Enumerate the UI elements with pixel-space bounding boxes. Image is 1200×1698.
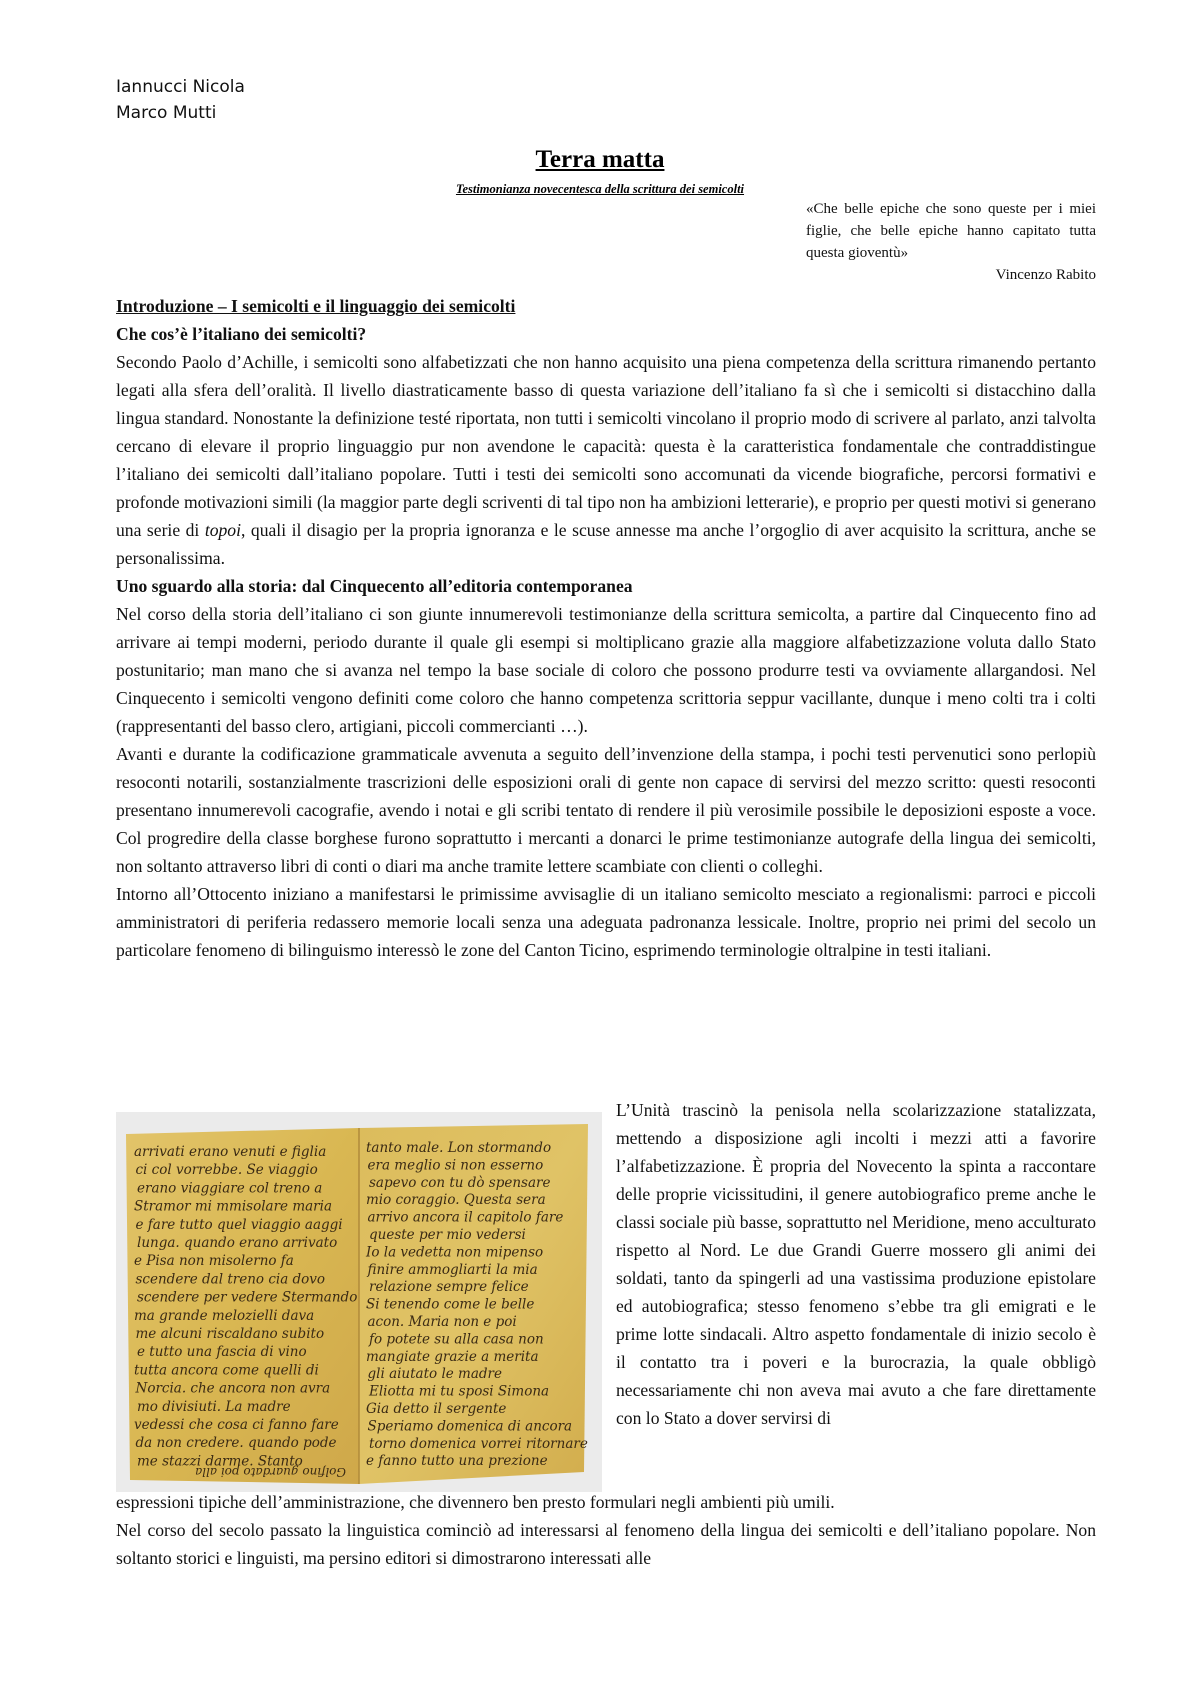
handwritten-line: mo divisiuti. La madre bbox=[137, 1398, 291, 1415]
letter-photo-svg bbox=[116, 1112, 602, 1492]
handwritten-line: tutta ancora come quelli di bbox=[134, 1362, 319, 1379]
handwritten-line: mio coraggio. Questa sera bbox=[366, 1192, 546, 1209]
italic-term: topoi bbox=[204, 520, 241, 540]
paragraph: Nel corso della storia dell’italiano ci son giunte innumerevoli testimonianze della scrittura semicolta, a partire dal Cinquecento fino ad arrivare ai tempi moderni, periodo durante il quale gli esempi si moltiplicano grazie alla maggiore alfabetizzazione voluta dallo Stato postunitario; man mano che si avanza nel tempo la base sociale di coloro che possono produrre testi va ovviamente allargandosi. Nel Cinquecento i semicolti vengono definiti come coloro che hanno competenza scrittoria seppur vacillante, dunque i meno colti tra i colti (rappresentanti del basso clero, artigiani, piccoli commercianti …). bbox=[116, 604, 1096, 736]
paragraph: Intorno all’Ottocento iniziano a manifestarsi le primissime avvisaglie di un italiano semicolto mesciato a regionalismi: parroci e piccoli amministratori di periferia redassero memorie locali senza una adeguata padronanza lessicale. Inoltre, proprio nei primi del secolo un particolare fenomeno di bilinguismo interessò le zone del Canton Ticino, esprimendo terminologie oltralpine in testi italiani. bbox=[116, 884, 1096, 960]
handwritten-line: sapevo con tu dò spensare bbox=[369, 1174, 551, 1191]
handwritten-line: e fare tutto quel viaggio aaggi bbox=[135, 1216, 343, 1233]
handwritten-line: relazione sempre felice bbox=[369, 1279, 529, 1296]
handwritten-line: arrivati erano venuti e figlia bbox=[134, 1144, 327, 1160]
handwritten-line: gli aiutato le madre bbox=[367, 1366, 502, 1383]
paragraph: Avanti e durante la codificazione grammaticale avvenuta a seguito dell’invenzione della stampa, i pochi testi pervenutici sono perlopiù resoconti notarili, sostanzialmente trascrizioni delle esposizioni orali di gente non capace di servirsi del mezzo scritto: questi resoconti presentano innumerevoli cacografie, avendo i notai e gli scribi tentato di rendere il più verosimile possibile le deposizioni esposte a voce. Col progredire della classe borghese furono soprattutto i mercanti a donarci le prime testimonianze autografe della lingua dei semicolti, non soltanto attraverso libri di conti o diari ma anche tramite lettere scambiate con clienti o colleghi. bbox=[116, 744, 1096, 876]
handwritten-line: Si tenendo come le belle bbox=[366, 1296, 535, 1313]
body-text-bottom bbox=[116, 1488, 1096, 1572]
handwritten-line: Eliotta mi tu sposi Simona bbox=[369, 1383, 550, 1400]
handwritten-line: e tutto una fascia di vino bbox=[137, 1344, 307, 1361]
handwritten-line: Io la vedetta non mipenso bbox=[366, 1244, 544, 1261]
handwritten-line: mangiate grazie a merita bbox=[366, 1348, 539, 1365]
section-heading: Introduzione – I semicolti e il linguaggio dei semicolti bbox=[116, 296, 516, 316]
handwritten-line: Norcia. che ancora non avra bbox=[135, 1380, 331, 1397]
epigraph-quote: «Che belle epiche che sono queste per i miei figlie, che belle epiche hanno capitato tutta questa gioventù» bbox=[806, 201, 1096, 261]
handwritten-line: Stramor mi mmisolare maria bbox=[134, 1198, 333, 1215]
handwritten-line: scendere per vedere Stermando bbox=[137, 1289, 358, 1306]
paragraph-text: Secondo Paolo d’Achille, i semicolti sono alfabetizzati che non hanno acquisito una piena competenza della scrittura rimanendo pertanto legati alla sfera dell’oralità. Il livello diastraticamente basso di questa variazione dell’italiano fa sì che i semicolti si distacchino dalla lingua standard. Nonostante la definizione testé riportata, non tutti i semicolti vincolano il proprio modo di scrivere al parlato, anzi talvolta cercano di elevare il proprio linguaggio pur non avendone le capacità: questa è la caratteristica fondamentale che contraddistingue l’italiano dei semicolti dall’italiano popolare. Tutti i testi dei semicolti sono accomunati da vicende biografiche, percorsi formativi e profonde motivazioni simili (la maggior parte degli scriventi di tal tipo non ha ambizioni letterarie), e proprio per questi motivi si generano una serie di bbox=[116, 352, 1096, 540]
handwritten-letter-photo bbox=[116, 1112, 602, 1492]
section-heading: Che cos’è l’italiano dei semicolti? bbox=[116, 324, 367, 344]
paragraph bbox=[116, 348, 1096, 572]
handwritten-line: acon. Maria non e poi bbox=[367, 1314, 517, 1330]
handwritten-line: queste per mio vedersi bbox=[369, 1227, 526, 1243]
handwritten-line: lunga. quando erano arrivato bbox=[137, 1235, 338, 1251]
handwritten-line: Speriamo domenica di ancora bbox=[367, 1418, 573, 1435]
paragraph-text: , quali il disagio per la propria ignoranza e le scuse annesse ma anche l’orgoglio di aver acquisito la scrittura, anche se personalissima. bbox=[116, 520, 1096, 568]
epigraph bbox=[806, 198, 1096, 286]
body-text-top bbox=[116, 292, 1096, 964]
handwritten-line: vedessi che cosa ci fanno fare bbox=[134, 1417, 339, 1433]
handwritten-line: era meglio si non esserno bbox=[367, 1157, 544, 1174]
authors bbox=[116, 74, 245, 126]
handwritten-line: me alcuni riscaldano subito bbox=[135, 1326, 325, 1342]
handwritten-line: ma grande melozielli dava bbox=[134, 1307, 315, 1324]
handwritten-line: da non credere. quando pode bbox=[135, 1435, 337, 1452]
handwritten-line: scendere dal treno cia dovo bbox=[135, 1271, 326, 1288]
handwritten-line: arrivo ancora il capitolo fare bbox=[367, 1209, 564, 1226]
handwritten-line: fo potete su alla casa non bbox=[369, 1331, 544, 1348]
epigraph-author: Vincenzo Rabito bbox=[995, 267, 1096, 283]
handwritten-line: e fanno tutto una prezione bbox=[366, 1453, 548, 1470]
handwritten-line: e Pisa non misolerno fa bbox=[134, 1253, 294, 1270]
section-heading: Uno sguardo alla storia: dal Cinquecento all’editoria contemporanea bbox=[116, 576, 633, 596]
side-paragraph bbox=[616, 1096, 1096, 1432]
upside-down-handwriting: Golfino guardato poi alla bbox=[195, 1465, 346, 1479]
handwritten-line: ci col vorrebbe. Se viaggio bbox=[135, 1162, 318, 1179]
handwritten-line: Gia detto il sergente bbox=[366, 1401, 507, 1417]
paragraph: Nel corso del secolo passato la linguistica cominciò ad interessarsi al fenomeno della lingua dei semicolti e dell’italiano popolare. Non soltanto storici e linguisti, ma persino editori si dimostrarono interessati alle bbox=[116, 1520, 1096, 1568]
handwritten-line: torno domenica vorrei ritornare bbox=[369, 1435, 588, 1452]
author-name: Iannucci Nicola bbox=[116, 77, 245, 97]
document-subtitle: Testimonianza novecentesca della scrittura dei semicolti bbox=[455, 182, 745, 196]
document-title: Terra matta bbox=[535, 146, 665, 173]
handwritten-line: erano viaggiare col treno a bbox=[137, 1180, 323, 1197]
handwritten-line: me stazzi darme. Stanto bbox=[137, 1453, 303, 1470]
handwritten-line: tanto male. Lon stormando bbox=[366, 1140, 552, 1156]
author-name: Marco Mutti bbox=[116, 103, 217, 123]
paragraph-continuation: espressioni tipiche dell’amministrazione, che divennero ben presto formulari negli ambienti più umili. bbox=[116, 1492, 835, 1512]
handwritten-line: finire ammogliarti la mia bbox=[367, 1261, 538, 1278]
paragraph: L’Unità trascinò la penisola nella scolarizzazione statalizzata, mettendo a disposizione agli incolti i mezzi atti a favorire l’alfabetizzazione. È propria del Novecento la spinta a raccontare delle proprie vicissitudini, il genere autobiografico preme anche le classi sociale più basse, soprattutto nel Meridione, meno acculturato rispetto al Nord. Le due Grandi Guerre mossero gli animi dei soldati, tanto da spingerli ad una vastissima produzione epistolare ed autobiografica; stesso fenomeno s’ebbe tra gli emigrati e le prime lotte sindacali. Altro aspetto fondamentale di inizio secolo è il contatto tra i poveri e la burocrazia, la quale obbligò necessariamente chi non aveva mai avuto a che fare direttamente con lo Stato a dover servirsi di bbox=[616, 1100, 1096, 1428]
